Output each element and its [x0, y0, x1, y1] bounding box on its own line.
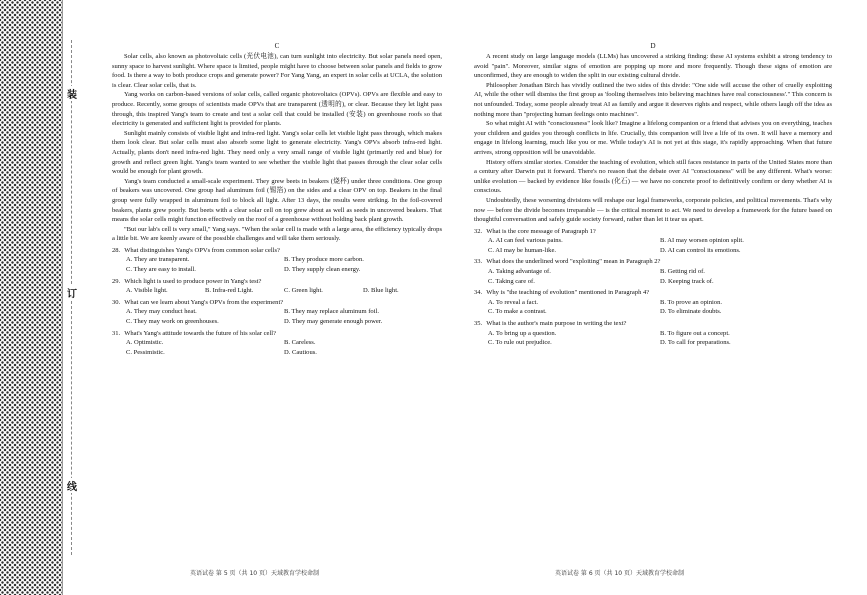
binding-char-ding: 订 [66, 285, 78, 300]
answer-option: C. Pessimistic. [126, 348, 165, 356]
answer-option: B. Getting rid of. [660, 268, 705, 276]
answer-option: B. They produce more carbon. [284, 256, 364, 264]
question-text: What's Yang's attitude towards the future of his solar cell? [124, 329, 276, 337]
question-number: 31. [112, 329, 121, 337]
answer-option: C. To rule out prejudice. [488, 339, 552, 347]
question-text: What does the underlined word "exploiting" mean in Paragraph 2? [486, 258, 661, 266]
question-text: What distinguishes Yang's OPVs from common solar cells? [124, 246, 280, 254]
question-stem [112, 329, 442, 339]
question-stem [112, 277, 442, 287]
answer-options [112, 338, 442, 357]
answer-option: C. They may work on greenhouses. [126, 318, 219, 326]
answer-options [474, 236, 832, 255]
answer-option: C. Taking care of. [488, 277, 535, 285]
passage-c-paragraph: Solar cells, also known as photovoltaic cells (光伏电池), can turn sunlight into electricity. But solar panels need open, sunny space to harvest sunlight. Where space is limited, people might have to choose between solar panels and fields to grow food. Is there a way to both produce crops and generate power? For Yang Yang, an expert in solar cells at UCLA, the solution is clear. Clear solar cells, that is. [112, 53, 442, 89]
answer-option: C. Green light. [284, 287, 323, 295]
answer-option: B. Infra-red Light. [205, 287, 254, 295]
question-text: What can we learn about Yang's OPVs from the experiment? [124, 298, 284, 306]
passage-d-paragraph: Philosopher Jonathan Birch has vividly outlined the two sides of this divide: "One side will accuse the other of cruelly exploiting AI, while the other will dismiss the first group as 'fooling themselves into believing machines have real consciousness'." This concern is not unfounded. Today, some people already treat AI as family and argue it deserves rights and respect, while others laugh off the idea as nothing more than "projecting human feelings onto machines". [474, 81, 832, 118]
question-number: 28. [112, 246, 121, 254]
passage-c-column [112, 42, 442, 562]
answer-option: A. To bring up a question. [488, 329, 557, 337]
question-34 [474, 288, 832, 317]
answer-option: B. Careless. [284, 339, 316, 347]
answer-option: B. To figure out a concept. [660, 329, 730, 337]
answer-option: D. To call for preparations. [660, 339, 731, 347]
passage-d-paragraph: A recent study on large language models (LLMs) has uncovered a striking finding: these AI systems exhibit a strong tendency to avoid "pain". Moreover, similar signs of emotion are popping up more and more frequently. Though these signs of emotion are unconfirmed, they are enough to widen the split in our existing cultural divide. [474, 53, 832, 80]
page-footer-left: 英语试卷 第 5 页（共 10 页）天域教育学校命制 [190, 570, 319, 577]
question-text: What is the author's main purpose in writing the text? [486, 320, 627, 328]
section-d-heading: D [650, 42, 656, 50]
answer-options [474, 267, 832, 286]
question-35 [474, 319, 832, 348]
answer-option: B. To prove an opinion. [660, 298, 722, 306]
passage-c-paragraph: Yang works on carbon-based versions of solar cells, called organic photovoltaics (OPVs). OPVs are flexible and easy to produce. Recently, some groups of scientists made OPVs that are transparent (透明的), or clear. Because they let light pass through, this inspired Yang's team to create and test a solar cell that could be installed (安装) on greenhouse roofs so that electricity is generated and sufficient light is provided for plants. [112, 91, 442, 128]
answer-options [474, 329, 832, 348]
passage-c-paragraph: Sunlight mainly consists of visible light and infra-red light. Yang's solar cells let visible light pass through, which makes them look clear. But solar cells must also absorb some light to generate electricity. Yang's OPVs absorb infra-red light. Actually, plants don't need infra-red light. They need only a very small range of visible light (primarily red and blue) for growth and reflect green light. Yang's team wanted to see whether the visible light that passes through the clear solar cells would be enough for plant growth. [112, 129, 442, 176]
question-stem [112, 298, 442, 308]
question-33 [474, 257, 832, 286]
answer-option: A. To reveal a fact. [488, 298, 538, 306]
passage-d-paragraph: Undoubtedly, these worsening divisions will reshape our legal frameworks, corporate policies, and political movements. That's why now — before the divide becomes irreparable — is the critical moment to act. We need to develop a framework for the future based on thoughtful conversation and safely guide society forward, rather than let it tear us apart. [474, 196, 832, 224]
binding-char-xian: 线 [66, 478, 78, 493]
question-number: 33. [474, 258, 483, 266]
question-number: 30. [112, 298, 121, 306]
questions-d [474, 227, 832, 348]
answer-option: D. They supply clean energy. [284, 266, 361, 274]
question-29 [112, 277, 442, 296]
answer-options [112, 255, 442, 274]
question-32 [474, 227, 832, 256]
answer-option: C. AI may be human-like. [488, 246, 557, 254]
answer-options [474, 298, 832, 317]
question-text: Which light is used to produce power in Yang's test? [124, 277, 262, 285]
answer-option: D. They may generate enough power. [284, 318, 383, 326]
passage-d-paragraph: History offers similar stories. Consider the teaching of evolution, which still faces resistance in parts of the United States more than a century after Darwin put it forward. There's no reason that the debate over AI "consciousness" will be any different. What's worse: unlike evolution — backed by evidence like fossils (化石) — we have no concrete proof to definitively confirm or deny whether AI is conscious. [474, 158, 832, 195]
question-30 [112, 298, 442, 327]
question-stem [474, 288, 832, 298]
answer-option: A. They may conduct heat. [126, 308, 197, 316]
answer-option: A. Optimistic. [126, 339, 164, 347]
passage-d-column [474, 42, 832, 562]
section-c-heading: C [274, 42, 280, 50]
answer-option: B. AI may worsen opinion split. [660, 237, 744, 245]
answer-option: D. Cautious. [284, 348, 317, 356]
question-stem [474, 319, 832, 329]
binding-margin-pattern [0, 0, 63, 595]
answer-option: A. Visible light. [126, 287, 168, 295]
question-28 [112, 246, 442, 275]
question-stem [474, 257, 832, 267]
answer-options [112, 307, 442, 326]
answer-option: A. They are transparent. [126, 256, 190, 264]
question-number: 34. [474, 289, 483, 297]
answer-option: D. Keeping track of. [660, 277, 714, 285]
answer-options [112, 286, 442, 296]
passage-c-paragraph: "But our lab's cell is very small," Yang says. "When the solar cell is made with a large area, the efficiency typically drops a little bit. We are keenly aware of the possible challenges and will take them seriously. [112, 225, 442, 243]
question-stem [474, 227, 832, 237]
answer-option: C. To make a contrast. [488, 308, 547, 316]
question-number: 35. [474, 320, 483, 328]
question-31 [112, 329, 442, 358]
answer-option: C. They are easy to install. [126, 266, 196, 274]
questions-c [112, 246, 442, 358]
page-footer-right: 英语试卷 第 6 页（共 10 页）天域教育学校命制 [555, 570, 684, 577]
binding-char-zhuang: 装 [66, 86, 78, 101]
answer-option: A. AI can feel various pains. [488, 237, 563, 245]
answer-option: B. They may replace aluminum foil. [284, 308, 379, 316]
answer-option: A. Taking advantage of. [488, 268, 551, 276]
question-stem [112, 246, 442, 256]
question-text: Why is "the teaching of evolution" mentioned in Paragraph 4? [486, 289, 650, 297]
question-number: 29. [112, 277, 121, 285]
passage-d-paragraph: So what might AI with "consciousness" look like? Imagine a lifelong companion or a friend that advises you on everything, teaches your children and guides you through conflicts in life. Crucially, this companion will live a life of its own. It will have a memory and engage in lifelong learning, much like you or me. While today's AI is not yet at this stage, it's rapidly approaching. When that future arrives, strong opposition will be unavoidable. [474, 120, 832, 156]
question-number: 32. [474, 227, 483, 235]
answer-option: D. AI can control its emotions. [660, 246, 741, 254]
question-text: What is the core message of Paragraph 1? [486, 227, 596, 235]
answer-option: D. Blue light. [363, 287, 399, 295]
passage-c-paragraph: Yang's team conducted a small-scale experiment. They grew beets in beakers (烧杯) under three conditions. One group of beakers was uncovered. One group had aluminum foil (锡箔) on the sides and a clear OPV on top. Beakers in the final group were fully wrapped in aluminum foil to block all light. After 13 days, the results were striking. In the foil-covered beakers, plants grew poorly. But beets with a clear solar cell on top grew about as well as seeds in uncovered beakers. That means the solar cells might function effectively on the roof of a greenhouse without holding back plant growth. [112, 177, 442, 224]
answer-option: D. To eliminate doubts. [660, 308, 722, 316]
